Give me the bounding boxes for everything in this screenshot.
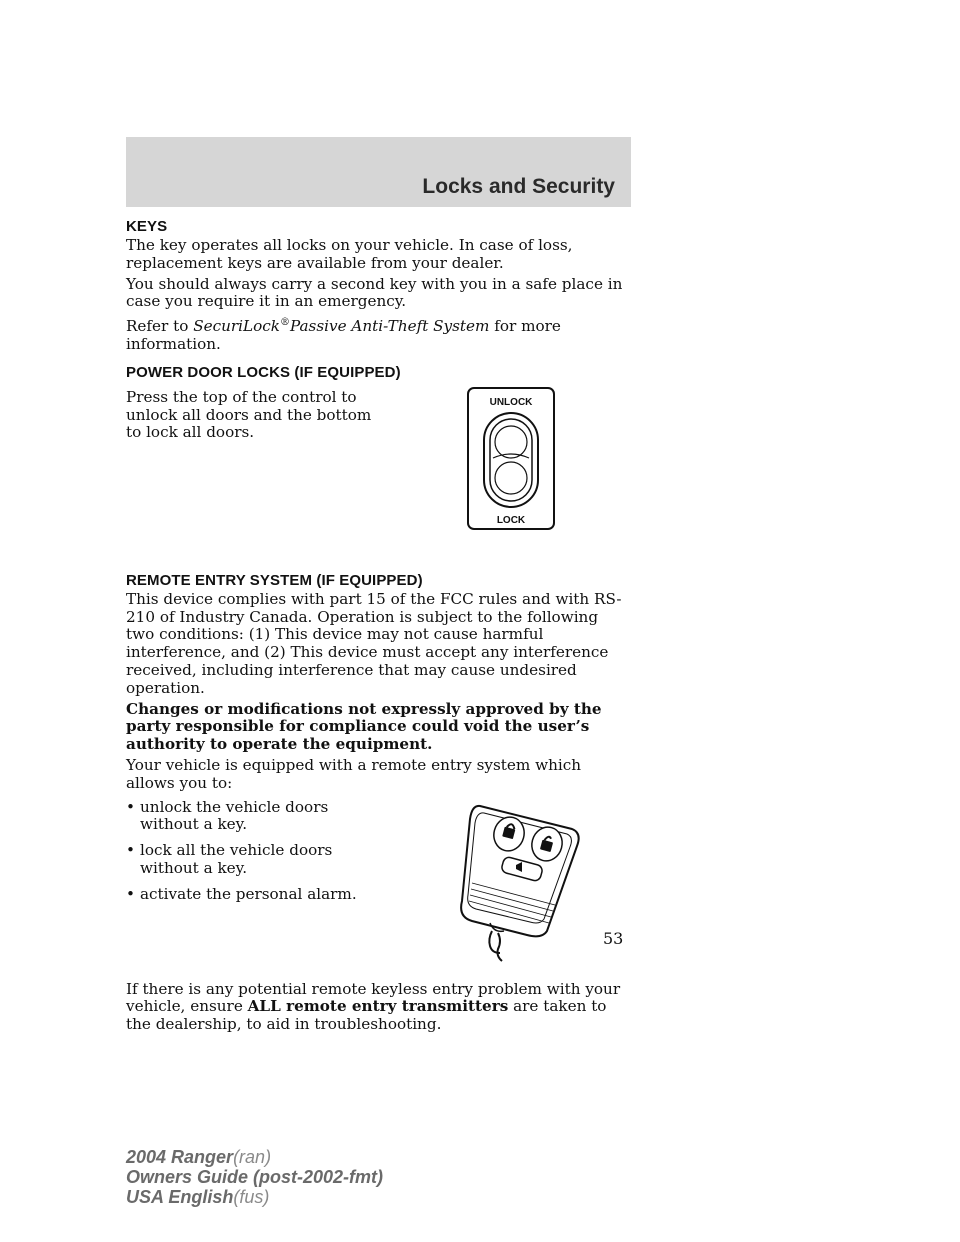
- page-content: [126, 218, 631, 1037]
- power-lock-switch-illustration: [466, 386, 556, 531]
- keys-paragraph-1: The key operates all locks on your vehicle. In case of loss, replacement keys are available from your dealer.: [126, 236, 573, 272]
- lock-label: LOCK: [496, 514, 526, 526]
- keys-paragraph-2: You should always carry a second key with you in a safe place in case you require it in an emergency.: [126, 274, 623, 311]
- key-fob-illustration: [432, 801, 582, 971]
- list-item: • activate the personal alarm.: [126, 884, 357, 903]
- refer-prefix: Refer to: [126, 317, 189, 336]
- keys-paragraph-3: [126, 314, 631, 354]
- section-title: Locks and Security: [422, 175, 615, 198]
- anti-theft-reference: Passive Anti-Theft System: [289, 317, 490, 336]
- keys-heading: KEYS: [126, 218, 168, 235]
- refer-suffix: for more information.: [126, 317, 561, 354]
- transmitters-emphasis: ALL remote entry transmitters: [247, 997, 509, 1016]
- section-header-band: [126, 137, 631, 207]
- power-locks-heading: POWER DOOR LOCKS (IF EQUIPPED): [126, 363, 401, 381]
- page-number: 53: [603, 929, 624, 948]
- troubleshooting-note: If there is any potential remote keyless entry problem with your vehicle, ensure ALL remote entry transmitters are taken to the dealership, to aid in troubleshooting.: [126, 979, 621, 1034]
- remote-intro: Your vehicle is equipped with a remote entry system which allows you to:: [126, 756, 582, 792]
- list-item: • unlock the vehicle doors without a key.: [126, 797, 329, 834]
- list-item: • lock all the vehicle doors without a key.: [126, 841, 333, 877]
- remote-entry-heading: REMOTE ENTRY SYSTEM (IF EQUIPPED): [126, 571, 423, 589]
- compliance-warning: Changes or modifications not expressly approved by the party responsible for compliance could void the user’s authority to operate the equipment.: [126, 699, 602, 754]
- fcc-compliance-text: This device complies with part 15 of the FCC rules and with RS-210 of Industry Canada. Operation is subject to the following two conditions: (1) This device may not cause harmful interference, and (2) This device must accept any interference received, including interference that may cause undesired operation.: [126, 589, 622, 697]
- securilock-reference: SecuriLock: [193, 317, 280, 336]
- registered-mark: ®: [279, 317, 290, 329]
- unlock-label: UNLOCK: [489, 396, 533, 408]
- power-locks-text: Press the top of the control to unlock all doors and the bottom to lock all doors.: [126, 387, 372, 442]
- document-footer: 2004 Ranger(ran) Owners Guide (post-2002-fmt) USA English(fus): [126, 1147, 384, 1207]
